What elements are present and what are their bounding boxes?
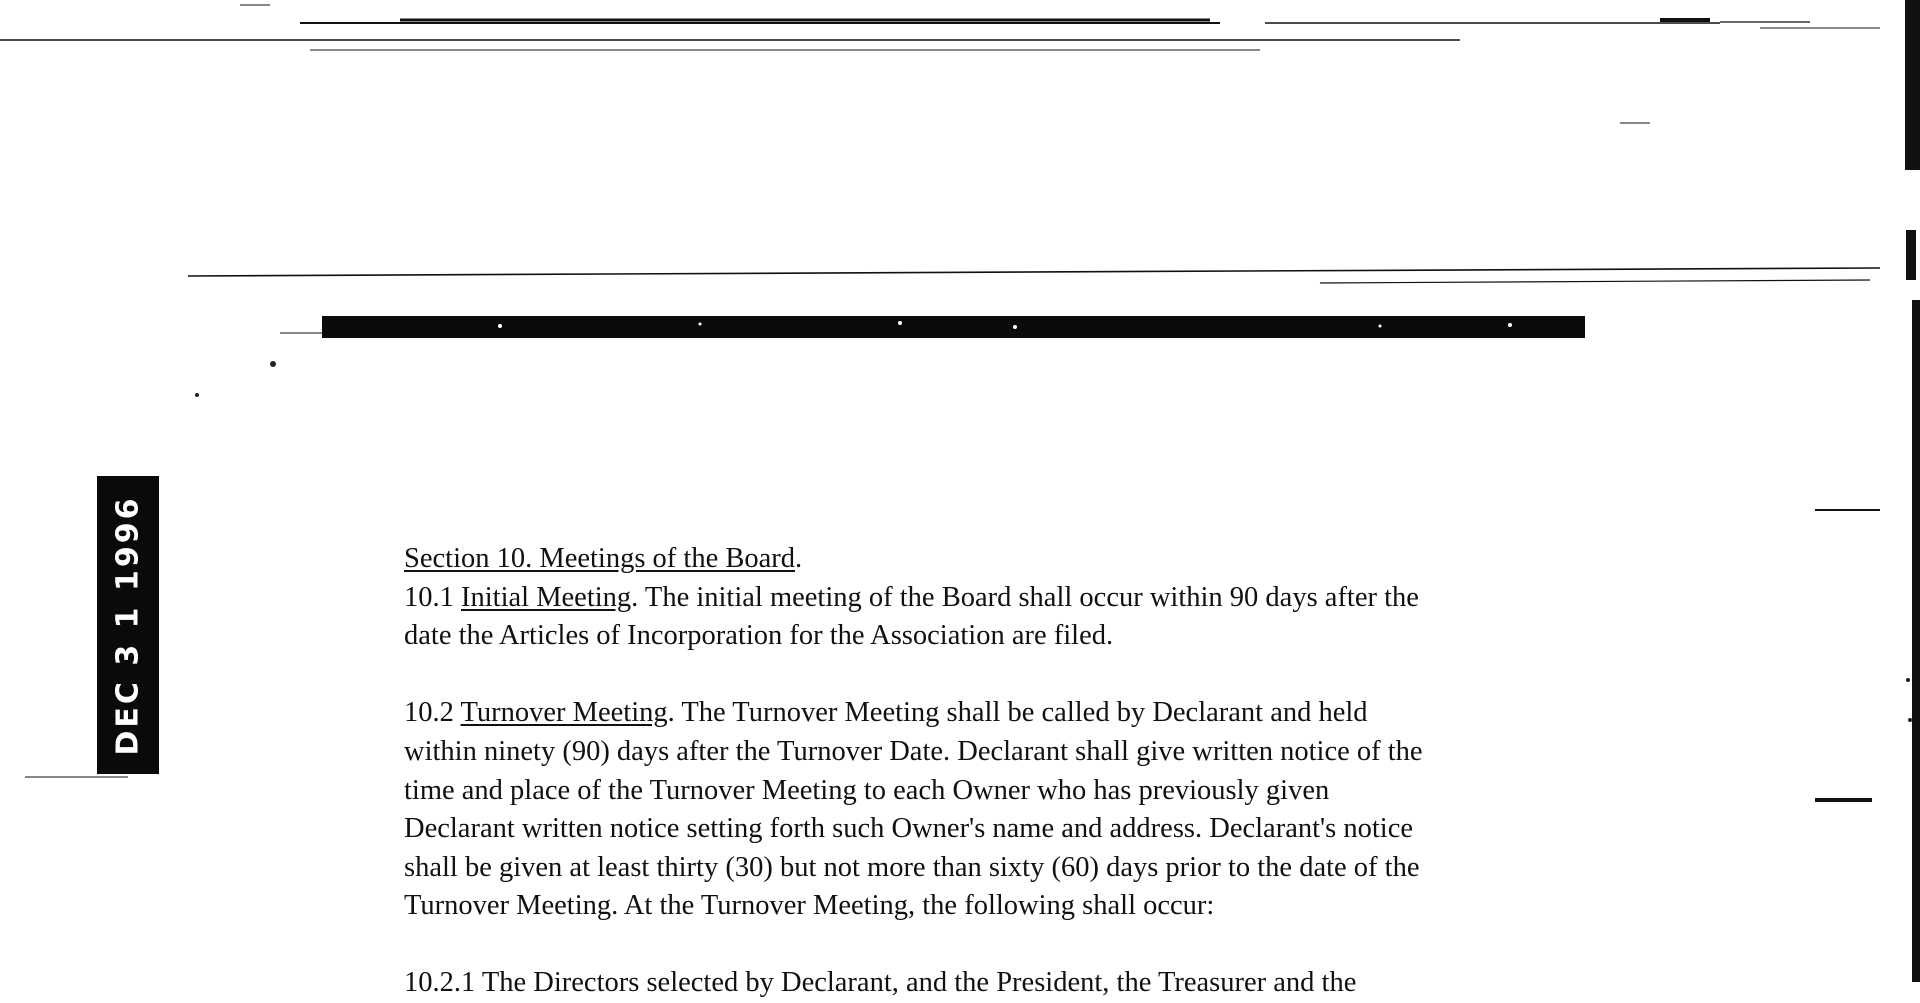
section-heading-line: Section 10. Meetings of the Board. [404,543,803,574]
turnover-meeting-title: Turnover Meeting [460,697,668,729]
paragraph-10-2-line-5: shall be given at least thirty (30) but not more than sixty (60) days prior to the date of the [404,851,1420,883]
paragraph-10-2-line-3: time and place of the Turnover Meeting to each Owner who has previously given [404,774,1330,806]
date-stamp-text: DEC 3 1 1996 [110,495,146,755]
paragraph-10-1-line-2: date the Articles of Incorporation for the Association are filed. [404,620,1114,652]
bar-speckles [498,321,1512,329]
paragraph-10-2-line-1: 10.2 Turnover Meeting. The Turnover Meeting shall be called by Declarant and held [404,697,1368,729]
paragraph-10-1-line-1: 10.1 Initial Meeting. The initial meeting of the Board shall occur within 90 days after the [404,581,1419,613]
paragraph-10-2-line-4: Declarant written notice setting forth such Owner's name and address. Declarant's notice [404,813,1413,845]
right-edge-marks [1905,0,1920,982]
paragraph-10-2-1-cut-line: 10.2.1 The Directors selected by Declarant, and the President, the Treasurer and the [404,967,1357,998]
section-heading: Section 10. Meetings of the Board [404,543,796,574]
initial-meeting-title: Initial Meeting [461,581,632,613]
document-body [404,540,1604,926]
paragraph-10-2-line-6: Turnover Meeting. At the Turnover Meeting, the following shall occur: [404,890,1215,922]
paragraph-10-2-line-2: within ninety (90) days after the Turnover Date. Declarant shall give written notice of the [404,735,1423,767]
black-redaction-bar [322,316,1585,338]
